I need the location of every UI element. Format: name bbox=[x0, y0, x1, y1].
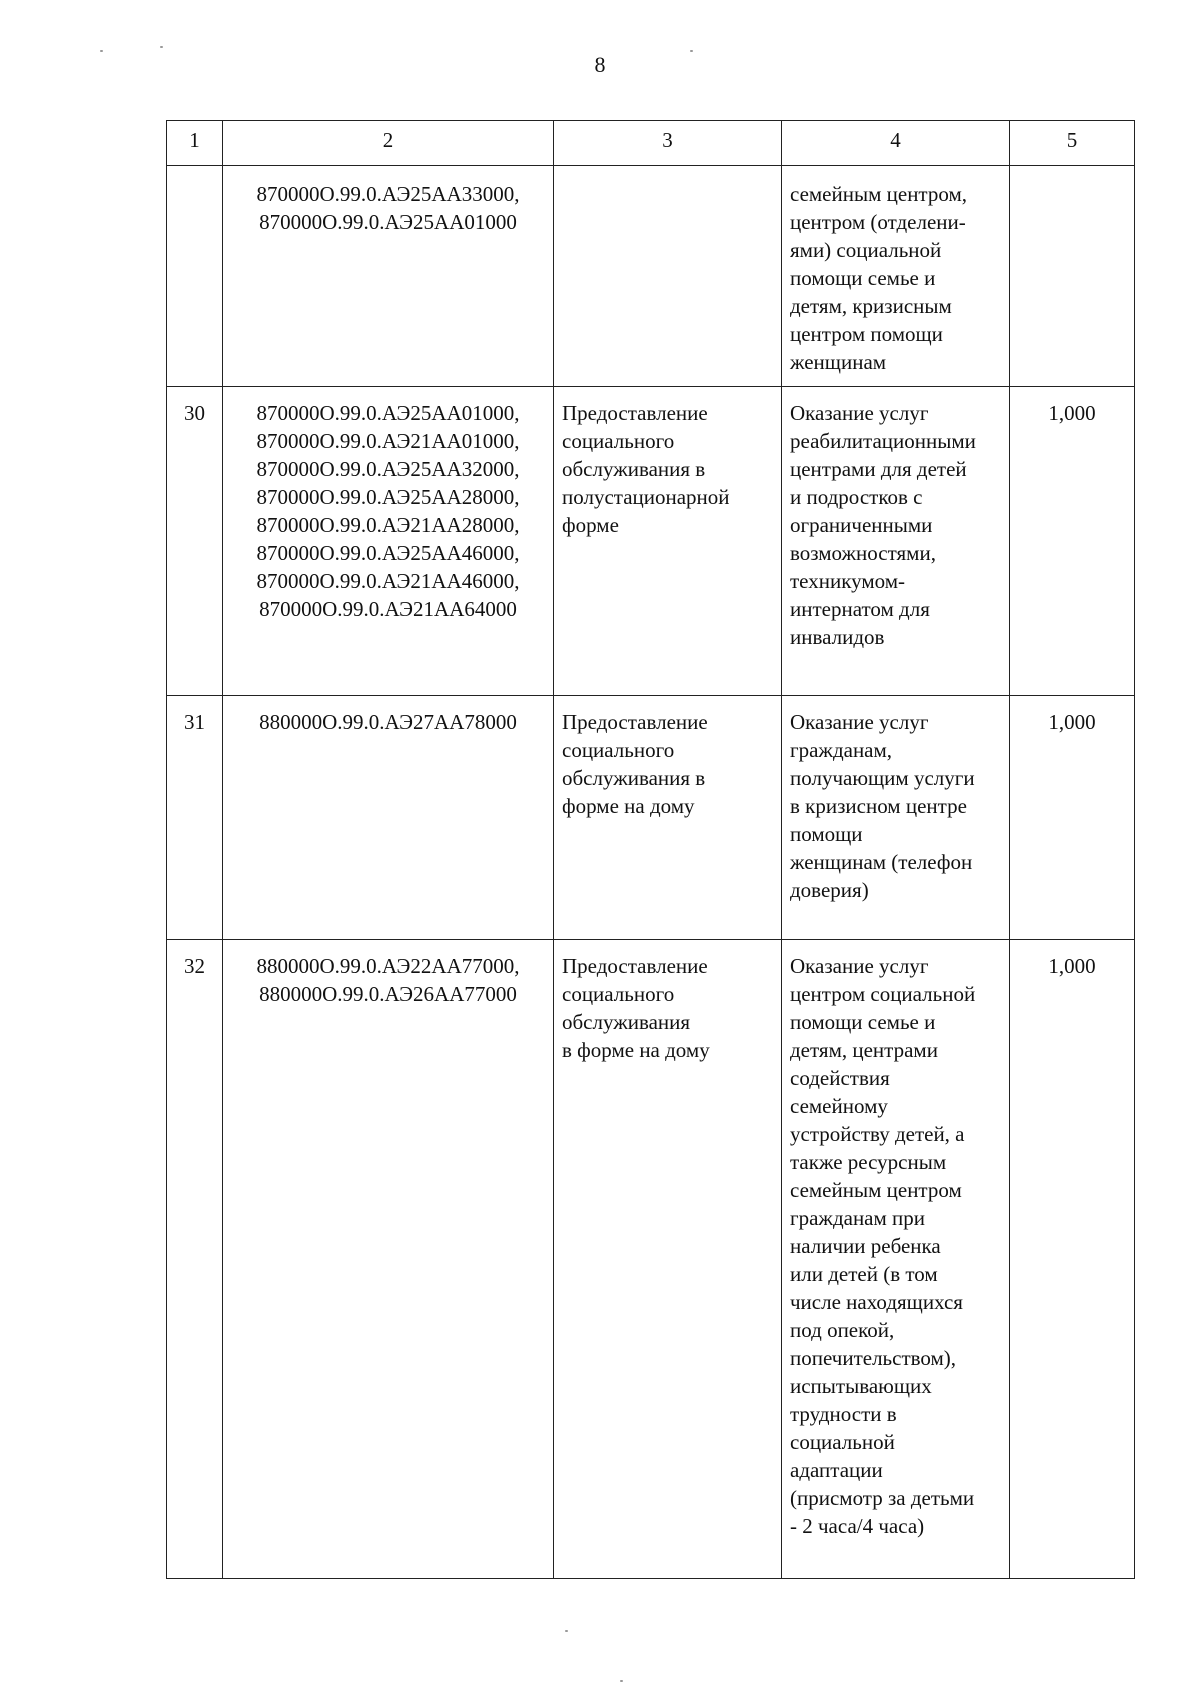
codes-line: 870000О.99.0.АЭ21АА01000, bbox=[256, 429, 520, 453]
coefficient-value: 1,000 bbox=[1048, 710, 1096, 734]
form-line: форме bbox=[562, 513, 619, 537]
table-row bbox=[167, 387, 1135, 696]
service-line: (присмотр за детьми bbox=[790, 1486, 975, 1510]
header-cell: 2 bbox=[223, 121, 554, 166]
service-line: и подростков с bbox=[790, 485, 923, 509]
form-line: Предоставление bbox=[562, 954, 708, 978]
service-line: Оказание услуг bbox=[790, 401, 929, 425]
service-line: содействия bbox=[790, 1066, 890, 1090]
codes-line: 870000О.99.0.АЭ25АА28000, bbox=[256, 485, 520, 509]
form-line: в форме на дому bbox=[562, 1038, 710, 1062]
service-line: центром (отделени- bbox=[790, 210, 966, 234]
registry-codes-cell bbox=[223, 387, 554, 696]
codes-line: 870000О.99.0.АЭ21АА64000 bbox=[259, 597, 517, 621]
service-line: - 2 часа/4 часа) bbox=[790, 1514, 925, 1538]
header-cell: 3 bbox=[554, 121, 782, 166]
service-line: ями) социальной bbox=[790, 238, 942, 262]
service-line: Оказание услуг bbox=[790, 954, 929, 978]
service-line: адаптации bbox=[790, 1458, 883, 1482]
service-line: техникумом- bbox=[790, 569, 905, 593]
service-line: помощи семье и bbox=[790, 1010, 936, 1034]
services-table bbox=[166, 120, 1135, 1579]
form-line: социального bbox=[562, 738, 675, 762]
row-number: 31 bbox=[184, 710, 205, 734]
header-cell: 4 bbox=[782, 121, 1010, 166]
form-line: обслуживания в bbox=[562, 766, 706, 790]
service-line: инвалидов bbox=[790, 625, 885, 649]
service-line: доверия) bbox=[790, 878, 869, 902]
codes-line: 870000О.99.0.АЭ25АА46000, bbox=[256, 541, 520, 565]
service-line: семейным центром, bbox=[790, 182, 968, 206]
codes-line: 880000О.99.0.АЭ22АА77000, bbox=[256, 954, 520, 978]
form-line: социального bbox=[562, 429, 675, 453]
service-line: под опекой, bbox=[790, 1318, 895, 1342]
scan-speck bbox=[160, 46, 163, 48]
service-form-cell bbox=[554, 387, 782, 696]
codes-line: 870000О.99.0.АЭ21АА28000, bbox=[256, 513, 520, 537]
service-line: центром помощи bbox=[790, 322, 943, 346]
scan-speck bbox=[620, 1680, 623, 1682]
service-line: интернатом для bbox=[790, 597, 930, 621]
service-line: возможностями, bbox=[790, 541, 936, 565]
row-number: 30 bbox=[184, 401, 205, 425]
scan-speck bbox=[690, 50, 693, 52]
coefficient-cell bbox=[1010, 387, 1135, 696]
coefficient-cell bbox=[1010, 940, 1135, 1579]
coefficient-value: 1,000 bbox=[1048, 954, 1096, 978]
service-line: социальной bbox=[790, 1430, 895, 1454]
service-line: устройству детей, а bbox=[790, 1122, 965, 1146]
service-line: семейному bbox=[790, 1094, 888, 1118]
service-line: или детей (в том bbox=[790, 1262, 938, 1286]
coefficient-cell bbox=[1010, 166, 1135, 387]
codes-line: 870000О.99.0.АЭ25АА33000, bbox=[256, 182, 520, 206]
row-number-cell bbox=[167, 166, 223, 387]
form-line: обслуживания bbox=[562, 1010, 691, 1034]
service-line: также ресурсным bbox=[790, 1150, 947, 1174]
form-line: Предоставление bbox=[562, 401, 708, 425]
row-number: 32 bbox=[184, 954, 205, 978]
service-line: центрами для детей bbox=[790, 457, 967, 481]
form-line: обслуживания в bbox=[562, 457, 706, 481]
service-line: испытывающих bbox=[790, 1374, 932, 1398]
service-form-cell bbox=[554, 940, 782, 1579]
table-row bbox=[167, 940, 1135, 1579]
service-line: Оказание услуг bbox=[790, 710, 929, 734]
service-form-cell bbox=[554, 166, 782, 387]
service-line: трудности в bbox=[790, 1402, 897, 1426]
service-line: наличии ребенка bbox=[790, 1234, 941, 1258]
service-line: получающим услуги bbox=[790, 766, 975, 790]
service-description-cell bbox=[782, 166, 1010, 387]
codes-line: 870000О.99.0.АЭ25АА32000, bbox=[256, 457, 520, 481]
service-line: детям, центрами bbox=[790, 1038, 938, 1062]
row-number-cell bbox=[167, 940, 223, 1579]
service-line: попечительством), bbox=[790, 1346, 957, 1370]
codes-line: 870000О.99.0.АЭ25АА01000 bbox=[259, 210, 517, 234]
scan-speck bbox=[565, 1630, 568, 1632]
service-line: реабилитационными bbox=[790, 429, 976, 453]
codes-line: 870000О.99.0.АЭ25АА01000, bbox=[256, 401, 520, 425]
codes-line: 880000О.99.0.АЭ27АА78000 bbox=[259, 710, 517, 734]
header-cell: 5 bbox=[1010, 121, 1135, 166]
row-number-cell bbox=[167, 387, 223, 696]
service-line: гражданам, bbox=[790, 738, 893, 762]
coefficient-value: 1,000 bbox=[1048, 401, 1096, 425]
coefficient-cell bbox=[1010, 696, 1135, 940]
form-line: социального bbox=[562, 982, 675, 1006]
service-description-cell bbox=[782, 696, 1010, 940]
service-form-cell bbox=[554, 696, 782, 940]
header-row bbox=[167, 121, 1135, 166]
service-description-cell bbox=[782, 387, 1010, 696]
service-line: женщинам bbox=[790, 350, 887, 374]
row-number-cell bbox=[167, 696, 223, 940]
form-line: Предоставление bbox=[562, 710, 708, 734]
service-line: помощи семье и bbox=[790, 266, 936, 290]
service-description-cell bbox=[782, 940, 1010, 1579]
codes-line: 870000О.99.0.АЭ21АА46000, bbox=[256, 569, 520, 593]
form-line: форме на дому bbox=[562, 794, 695, 818]
service-line: числе находящихся bbox=[790, 1290, 963, 1314]
table-row bbox=[167, 696, 1135, 940]
service-line: ограниченными bbox=[790, 513, 933, 537]
codes-line: 880000О.99.0.АЭ26АА77000 bbox=[259, 982, 517, 1006]
form-line: полустационарной bbox=[562, 485, 730, 509]
service-line: гражданам при bbox=[790, 1206, 926, 1230]
service-line: помощи bbox=[790, 822, 863, 846]
service-line: женщинам (телефон bbox=[790, 850, 973, 874]
registry-codes-cell bbox=[223, 166, 554, 387]
table-row bbox=[167, 166, 1135, 387]
header-cell: 1 bbox=[167, 121, 223, 166]
registry-codes-cell bbox=[223, 696, 554, 940]
service-line: семейным центром bbox=[790, 1178, 962, 1202]
service-line: центром социальной bbox=[790, 982, 976, 1006]
scan-speck bbox=[100, 50, 103, 52]
registry-codes-cell bbox=[223, 940, 554, 1579]
service-line: в кризисном центре bbox=[790, 794, 967, 818]
service-line: детям, кризисным bbox=[790, 294, 952, 318]
page-number: 8 bbox=[594, 52, 606, 77]
